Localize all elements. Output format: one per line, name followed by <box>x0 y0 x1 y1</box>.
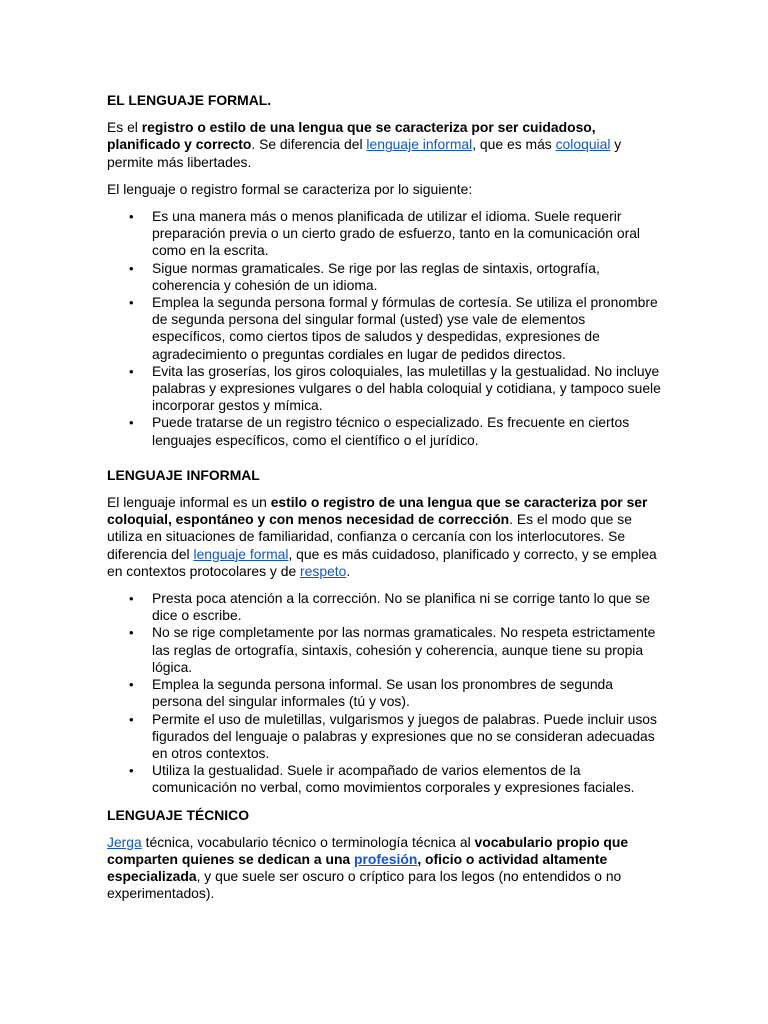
link-lenguaje-informal[interactable]: lenguaje informal <box>366 136 473 153</box>
tecnico-intro-paragraph <box>107 834 662 903</box>
link-profesion[interactable]: profesión <box>354 850 418 867</box>
formal-bullet-list <box>107 208 662 449</box>
section-title-informal: LENGUAJE INFORMAL <box>107 466 260 483</box>
section-title-formal: EL LENGUAJE FORMAL. <box>107 92 272 108</box>
text-run: , y que suele ser oscuro o críptico para los legos (no entendidos o no experimentados). <box>107 868 622 902</box>
text-run: , que es más <box>472 136 556 153</box>
list-item-text: Sigue normas gramaticales. Se rige por las reglas de sintaxis, ortografía, coherencia y cohesión de un idioma. <box>152 259 600 293</box>
formal-intro-paragraph <box>107 119 662 171</box>
bullet-icon: • <box>129 591 134 607</box>
text-run: . <box>346 562 351 579</box>
text-run: Es el <box>107 119 142 136</box>
bullet-icon: • <box>129 763 134 779</box>
text-run: . Es el modo que se utiliza en situaciones de familiaridad, confianza o cercanía con los interlocutores. Se diferencia del <box>107 511 632 562</box>
list-item <box>107 414 662 448</box>
text-run: . Se diferencia del <box>251 136 367 153</box>
spacer <box>107 459 662 467</box>
document-page <box>107 92 662 913</box>
list-item <box>107 260 662 294</box>
text-run: , que es más cuidadoso, planificado y correcto, y se emplea en contextos protocolares y de <box>107 545 657 579</box>
link-jerga[interactable]: Jerga <box>107 833 142 850</box>
text-run: técnica, vocabulario técnico o terminología técnica al <box>141 833 475 850</box>
list-item <box>107 624 662 676</box>
list-item-text: Es una manera más o menos planificada de utilizar el idioma. Suele requerir preparación previa o un cierto grado de esfuerzo, tanto en la comunicación oral como en la escrita. <box>152 208 641 259</box>
list-item-text: Utiliza la gestualidad. Suele ir acompañado de varios elementos de la comunicación no verbal, como movimientos corporales y expresiones faciales. <box>152 762 635 796</box>
list-item-text: Evita las groserías, los giros coloquiales, las muletillas y la gestualidad. No incluye palabras y expresiones vulgares o del habla coloquial y cotidiana, y tampoco suele incorporar gestos y mímica. <box>152 362 661 414</box>
informal-intro-paragraph <box>107 494 662 580</box>
list-item <box>107 363 662 415</box>
bullet-icon: • <box>129 260 134 276</box>
list-item <box>107 676 662 710</box>
informal-bullet-list <box>107 590 662 796</box>
bullet-icon: • <box>129 625 134 641</box>
link-lenguaje-formal[interactable]: lenguaje formal <box>193 545 289 562</box>
list-item <box>107 590 662 624</box>
text-run: y permite más libertades. <box>107 136 622 170</box>
list-item-text: Emplea la segunda persona formal y fórmulas de cortesía. Se utiliza el pronombre de segunda persona del singular formal (usted) yse vale de elementos específicos, como ciertos tipos de saludos y despedidas, expresiones de agradecimiento o preguntas cordiales en lugar de pedidos directos. <box>152 294 658 362</box>
bullet-icon: • <box>129 209 134 225</box>
bullet-icon: • <box>129 415 134 431</box>
list-item-text: No se rige completamente por las normas gramaticales. No respeta estrictamente las reglas de ortografía, sintaxis, cohesión y coherencia, aunque tiene su propia lógica. <box>152 624 656 675</box>
bold-run: , oficio o actividad altamente especializada <box>107 850 608 885</box>
list-item <box>107 294 662 363</box>
list-item <box>107 208 662 260</box>
section-title-tecnico: LENGUAJE TÉCNICO <box>107 806 250 823</box>
link-respeto[interactable]: respeto <box>300 562 347 579</box>
bold-run: estilo o registro de una lengua que se caracteriza por ser coloquial, espontáneo y con menos necesidad de corrección <box>107 494 648 528</box>
list-item-text: Puede tratarse de un registro técnico o especializado. Es frecuente en ciertos lenguajes específicos, como el científico o el jurídico. <box>152 414 630 448</box>
list-item <box>107 711 662 763</box>
bold-run: vocabulario propio que comparten quienes se dedican a una <box>107 833 629 867</box>
list-item-text: Emplea la segunda persona informal. Se usan los pronombres de segunda persona del singular informales (tú y vos). <box>152 676 613 710</box>
list-item <box>107 762 662 796</box>
formal-lead-paragraph: El lenguaje o registro formal se caracteriza por lo siguiente: <box>107 180 473 197</box>
text-run: El lenguaje informal es un <box>107 494 271 511</box>
bullet-icon: • <box>129 711 134 727</box>
link-coloquial[interactable]: coloquial <box>555 136 611 153</box>
list-item-text: Permite el uso de muletillas, vulgarismos y juegos de palabras. Puede incluir usos figurados del lenguaje o palabras y expresiones que no se consideran adecuadas en otros contextos. <box>152 710 657 761</box>
bullet-icon: • <box>129 677 134 693</box>
list-item-text: Presta poca atención a la corrección. No se planifica ni se corrige tanto lo que se dice o escribe. <box>152 590 651 624</box>
bullet-icon: • <box>129 295 134 311</box>
bold-run: registro o estilo de una lengua que se caracteriza por ser cuidadoso, planificado y correcto <box>107 119 596 153</box>
bullet-icon: • <box>129 363 134 379</box>
